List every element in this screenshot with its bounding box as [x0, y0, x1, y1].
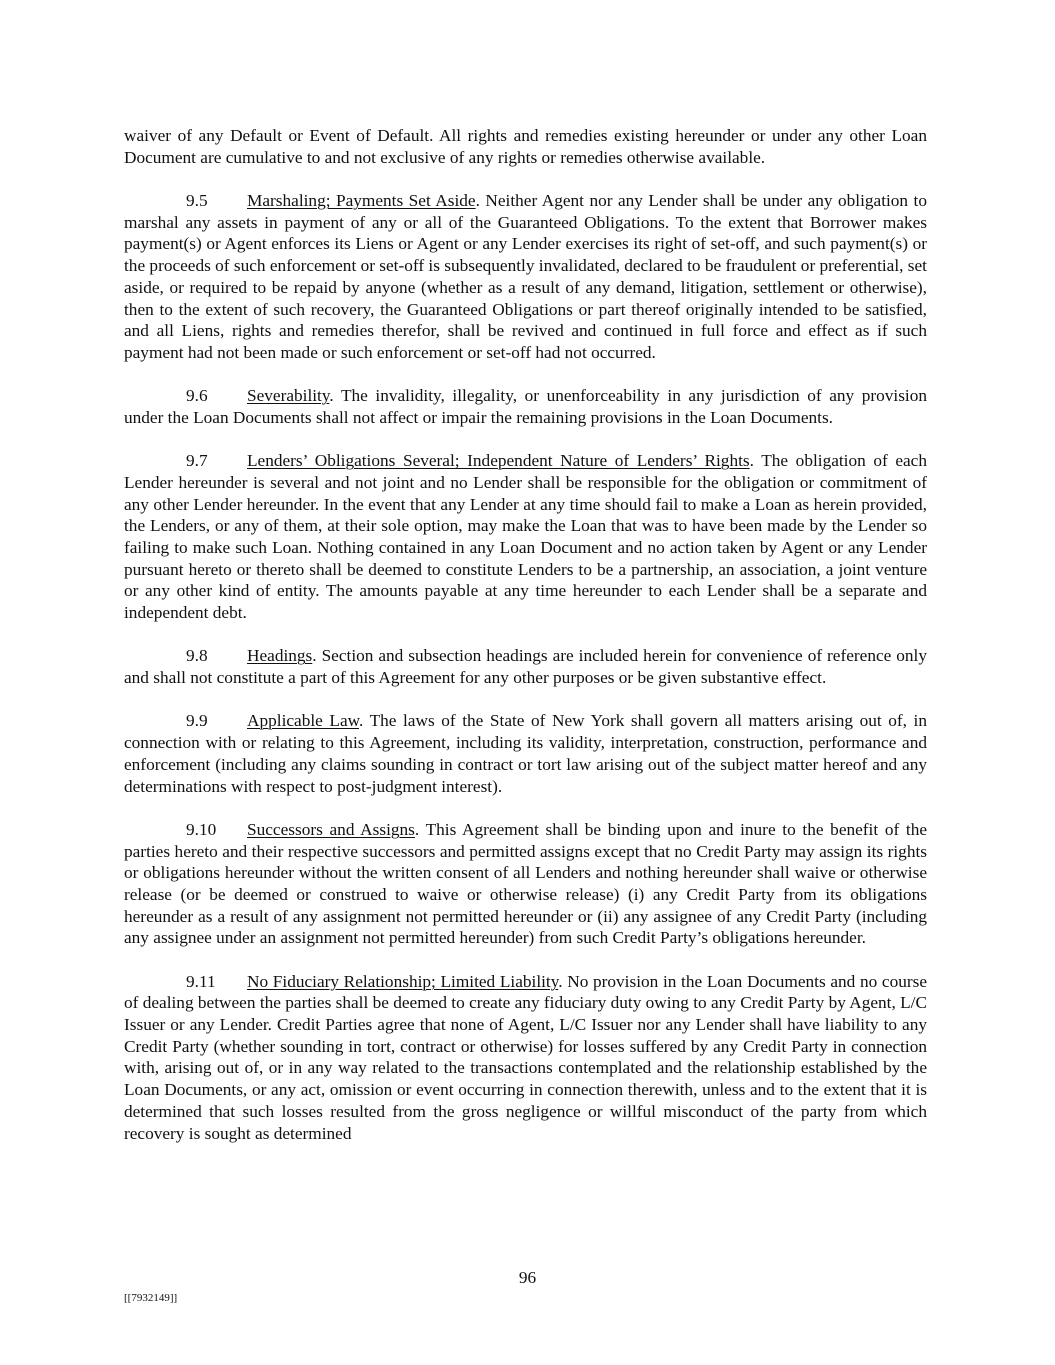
section-body: . The invalidity, illegality, or unenforceability in any jurisdiction of any provision under the Loan Documents shall not affect or impair the remaining provisions in the Loan Documents.: [124, 386, 927, 427]
continuation-paragraph: waiver of any Default or Event of Default. All rights and remedies existing hereunder or under any other Loan Document are cumulative to and not exclusive of any rights or remedies otherwise available.: [124, 126, 927, 167]
section-title: Applicable Law: [247, 711, 359, 731]
section-title: Severability: [247, 386, 330, 406]
section-title: Successors and Assigns: [247, 819, 415, 839]
section-body: . No provision in the Loan Documents and no course of dealing between the parties shall be deemed to create any fiduciary duty owing to any Credit Party by Agent, L/C Issuer or any Lender. Credit Parties agree that none of Agent, L/C Issuer nor any Lender shall have liability to any Credit Party (whether sounding in tort, contract or otherwise) for losses suffered by any Credit Party in connection with, arising out of, or in any way related to the transactions contemplated and the relationship established by the Loan Documents, or any act, omission or event occurring in connection therewith, unless and to the extent that it is determined that such losses resulted from the gross negligence or willful misconduct of the party from which recovery is sought as determined: [124, 971, 927, 1143]
section-number: 9.5: [186, 191, 208, 210]
document-id: [[7932149]]: [124, 1292, 178, 1304]
section-number: 9.11: [186, 971, 216, 991]
section-number: 9.10: [186, 819, 217, 839]
section-9-8: [124, 645, 927, 688]
section-title: Lenders’ Obligations Several; Independent Nature of Lenders’ Rights: [247, 451, 750, 471]
section-9-7: [124, 450, 927, 624]
section-9-11: [124, 971, 927, 1145]
section-number: 9.6: [186, 386, 208, 406]
section-body: . This Agreement shall be binding upon and inure to the benefit of the parties hereto and their respective successors and permitted assigns except that no Credit Party may assign its rights or obligations hereunder without the written consent of all Lenders and nothing hereunder shall waive or otherwise release (or be deemed or construed to waive or otherwise release) (i) any Credit Party from its obligations hereunder as a result of any assignment not permitted hereunder or (ii) any assignee of any Credit Party (including any assignee under an assignment not permitted hereunder) from such Credit Party’s obligations hereunder.: [124, 819, 928, 948]
section-title: Marshaling; Payments Set Aside: [247, 191, 476, 210]
section-9-5: [124, 190, 927, 364]
section-title: Headings: [247, 646, 313, 666]
section-title: No Fiduciary Relationship; Limited Liability: [247, 971, 559, 991]
section-9-10: [124, 819, 927, 949]
section-number: 9.9: [186, 711, 208, 731]
section-9-9: [124, 710, 927, 797]
section-body: . Neither Agent nor any Lender shall be under any obligation to marshal any assets in payment of any or all of the Guaranteed Obligations. To the extent that Borrower makes payment(s) or Agent enforces its Liens or Agent or any Lender exercises its right of set-off, and such payment(s) or the proceeds of such enforcement or set-off is subsequently invalidated, declared to be fraudulent or preferential, set aside, or required to be repaid by anyone (whether as a result of any demand, litigation, settlement or otherwise), then to the extent of such recovery, the Guaranteed Obligations or part thereof originally intended to be satisfied, and all Liens, rights and remedies therefor, shall be revived and continued in full force and effect as if such payment had not been made or such enforcement or set-off had not occurred.: [124, 191, 927, 362]
document-page: [124, 125, 927, 1166]
section-body: . Section and subsection headings are included herein for convenience of reference only and shall not constitute a part of this Agreement for any other purposes or be given substantive effect.: [124, 646, 927, 688]
section-number: 9.8: [186, 646, 208, 666]
page-number: 96: [518, 1268, 537, 1287]
section-body: . The laws of the State of New York shall govern all matters arising out of, in connection with or relating to this Agreement, including its validity, interpretation, construction, performance and enforcement (including any claims sounding in contract or tort law arising out of the subject matter hereof and any determinations with respect to post-judgment interest).: [124, 711, 927, 796]
section-body: . The obligation of each Lender hereunder is several and not joint and no Lender shall be responsible for the obligation or commitment of any other Lender hereunder. In the event that any Lender at any time should fail to make a Loan as herein provided, the Lenders, or any of them, at their sole option, may make the Loan that was to have been made by the Lender so failing to make such Loan. Nothing contained in any Loan Document and no action taken by Agent or any Lender pursuant hereto or thereto shall be deemed to constitute Lenders to be a partnership, an association, a joint venture or any other kind of entity. The amounts payable at any time hereunder to each Lender shall be a separate and independent debt.: [124, 451, 927, 623]
section-number: 9.7: [186, 451, 208, 471]
section-9-6: [124, 385, 927, 428]
